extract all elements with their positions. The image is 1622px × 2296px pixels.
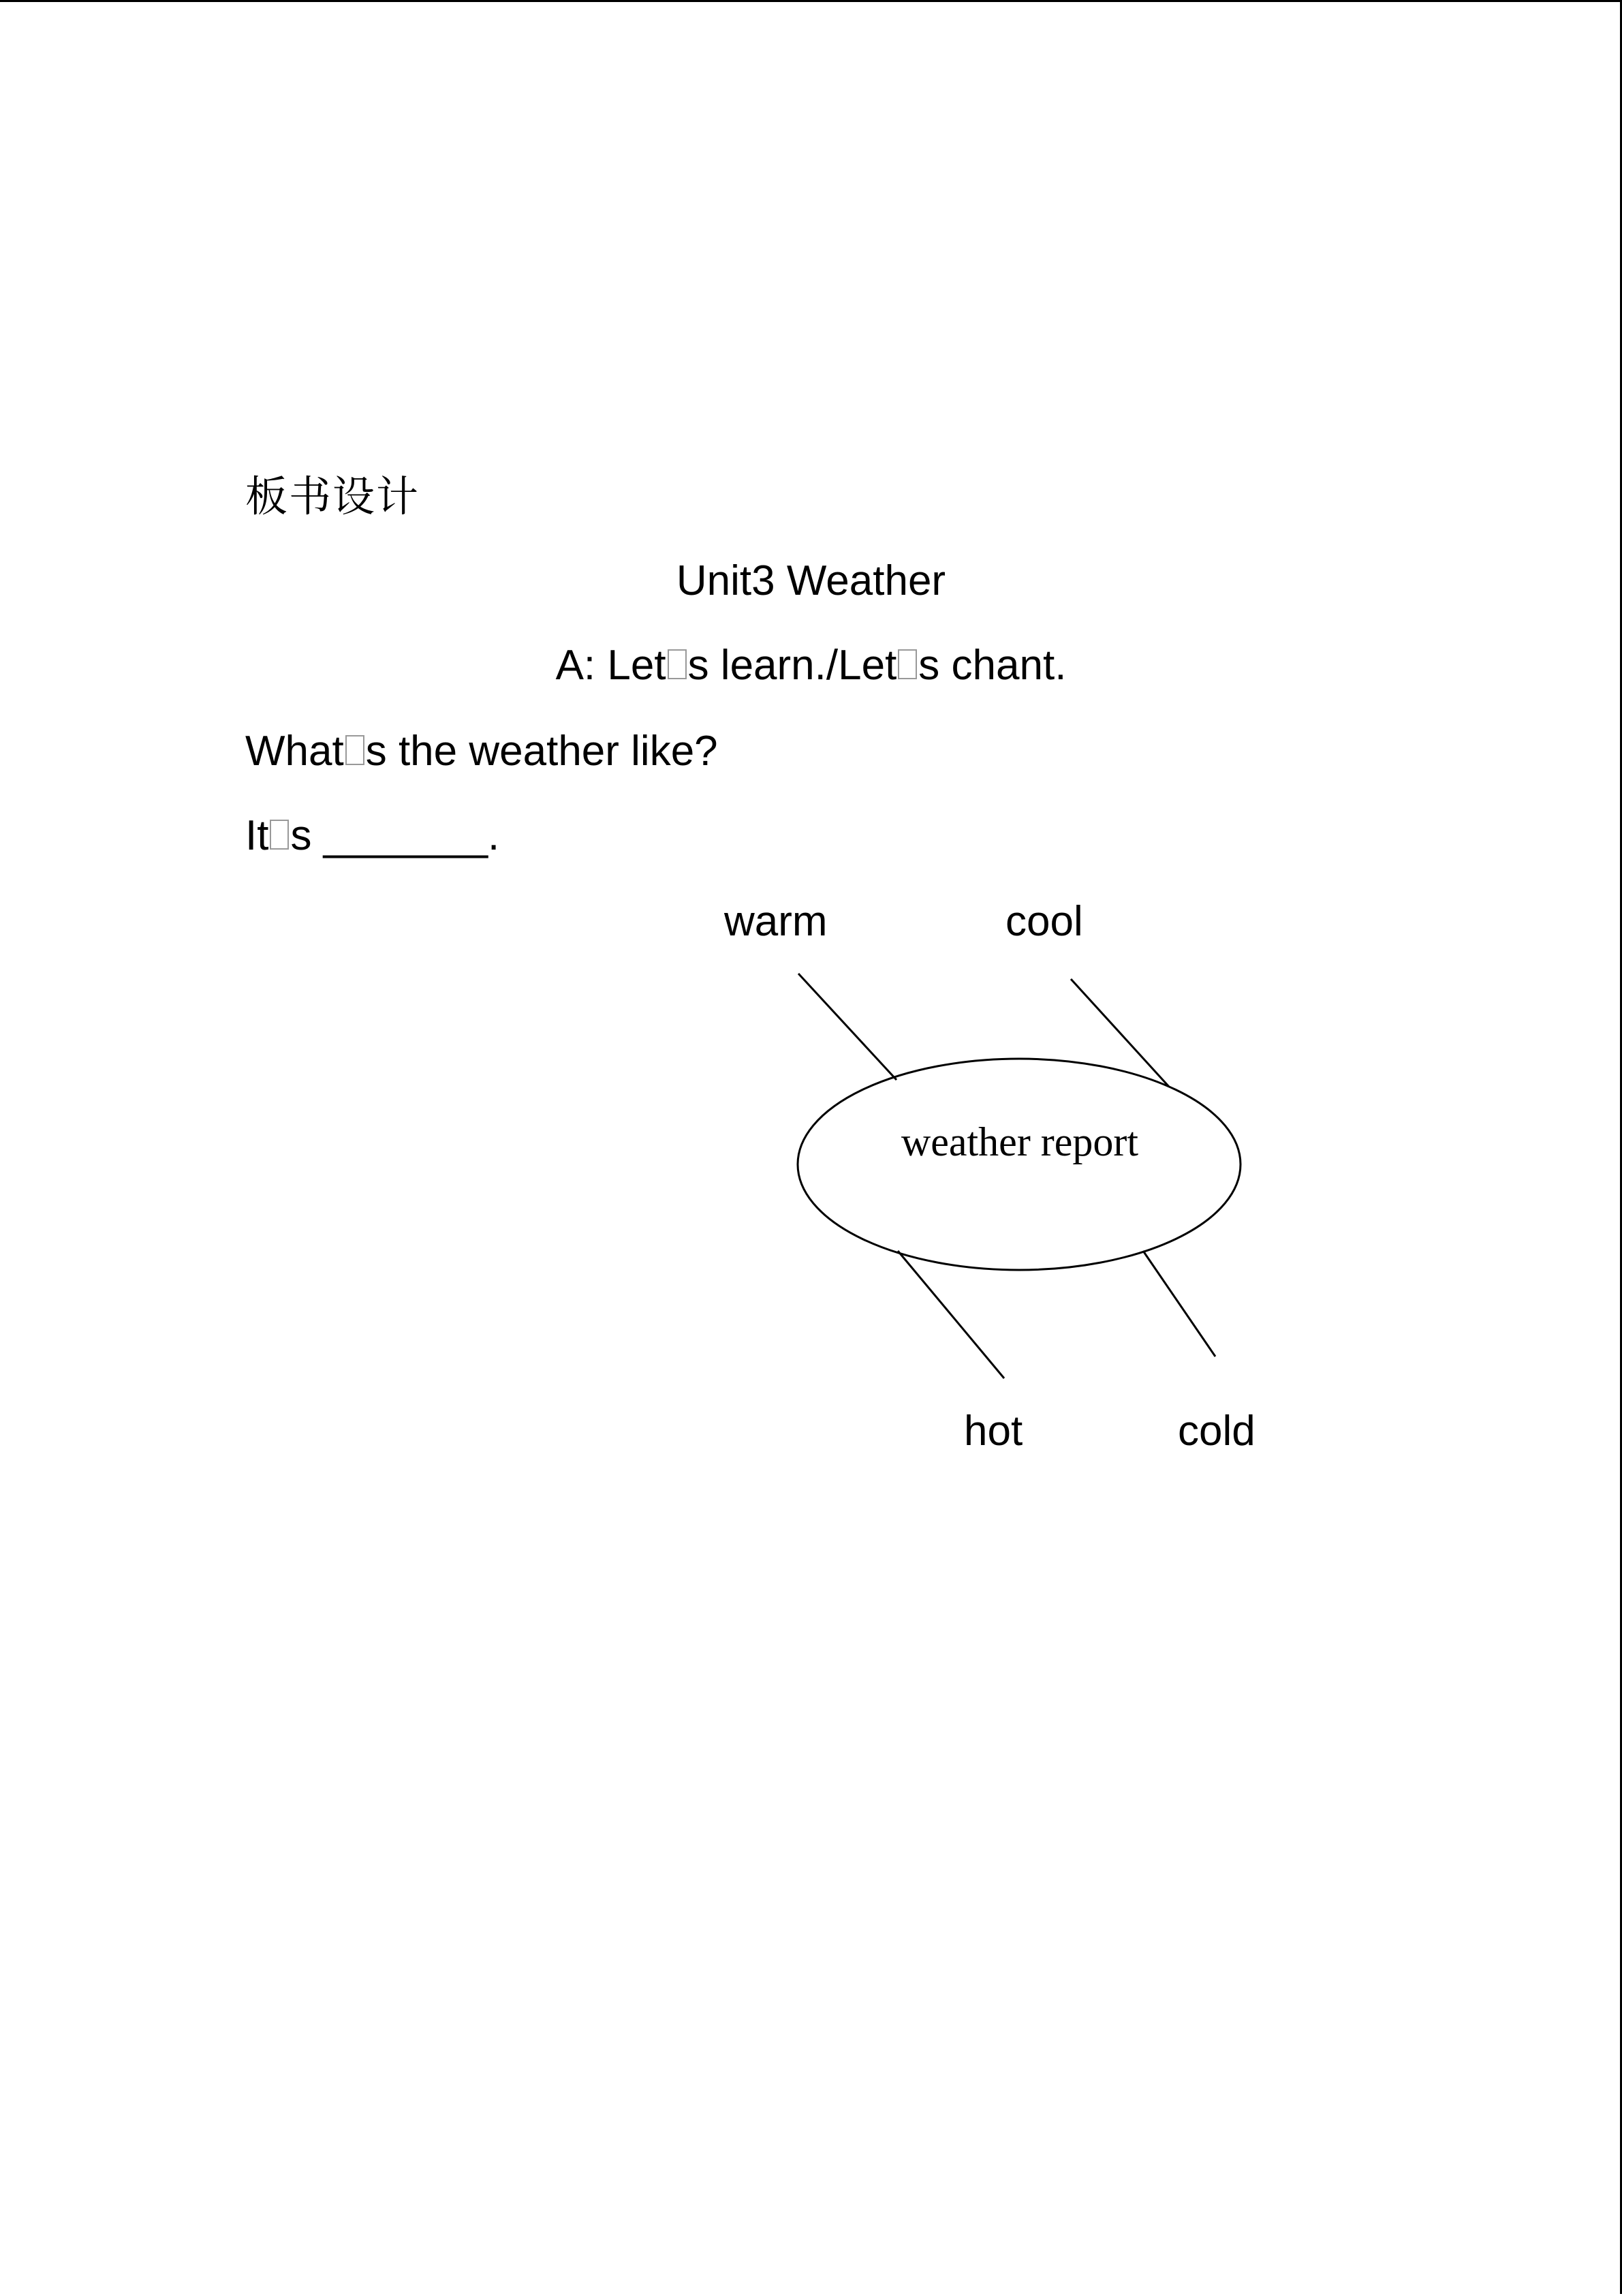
board-design-heading: 板书设计	[245, 471, 420, 521]
word-warm: warm	[724, 898, 828, 945]
word-hot: hot	[964, 1408, 1023, 1455]
question-part-2: s the weather like?	[365, 728, 718, 775]
section-title-part-1: A: Let	[555, 642, 666, 689]
word-cold: cold	[1178, 1408, 1256, 1455]
question-part-1: What	[245, 728, 344, 775]
weather-report-label: weather report	[901, 1119, 1139, 1164]
section-title-part-2: s learn./Let	[687, 642, 897, 689]
answer-part-2: s _______.	[290, 812, 500, 859]
unit-title: Unit3 Weather	[676, 557, 946, 604]
connector-hot	[898, 1251, 1004, 1378]
connector-warm	[798, 974, 896, 1080]
section-title-part-3: s chant.	[918, 642, 1067, 689]
word-cool: cool	[1005, 898, 1083, 945]
connector-cold	[1143, 1251, 1215, 1356]
answer-part-1: It	[245, 812, 269, 859]
